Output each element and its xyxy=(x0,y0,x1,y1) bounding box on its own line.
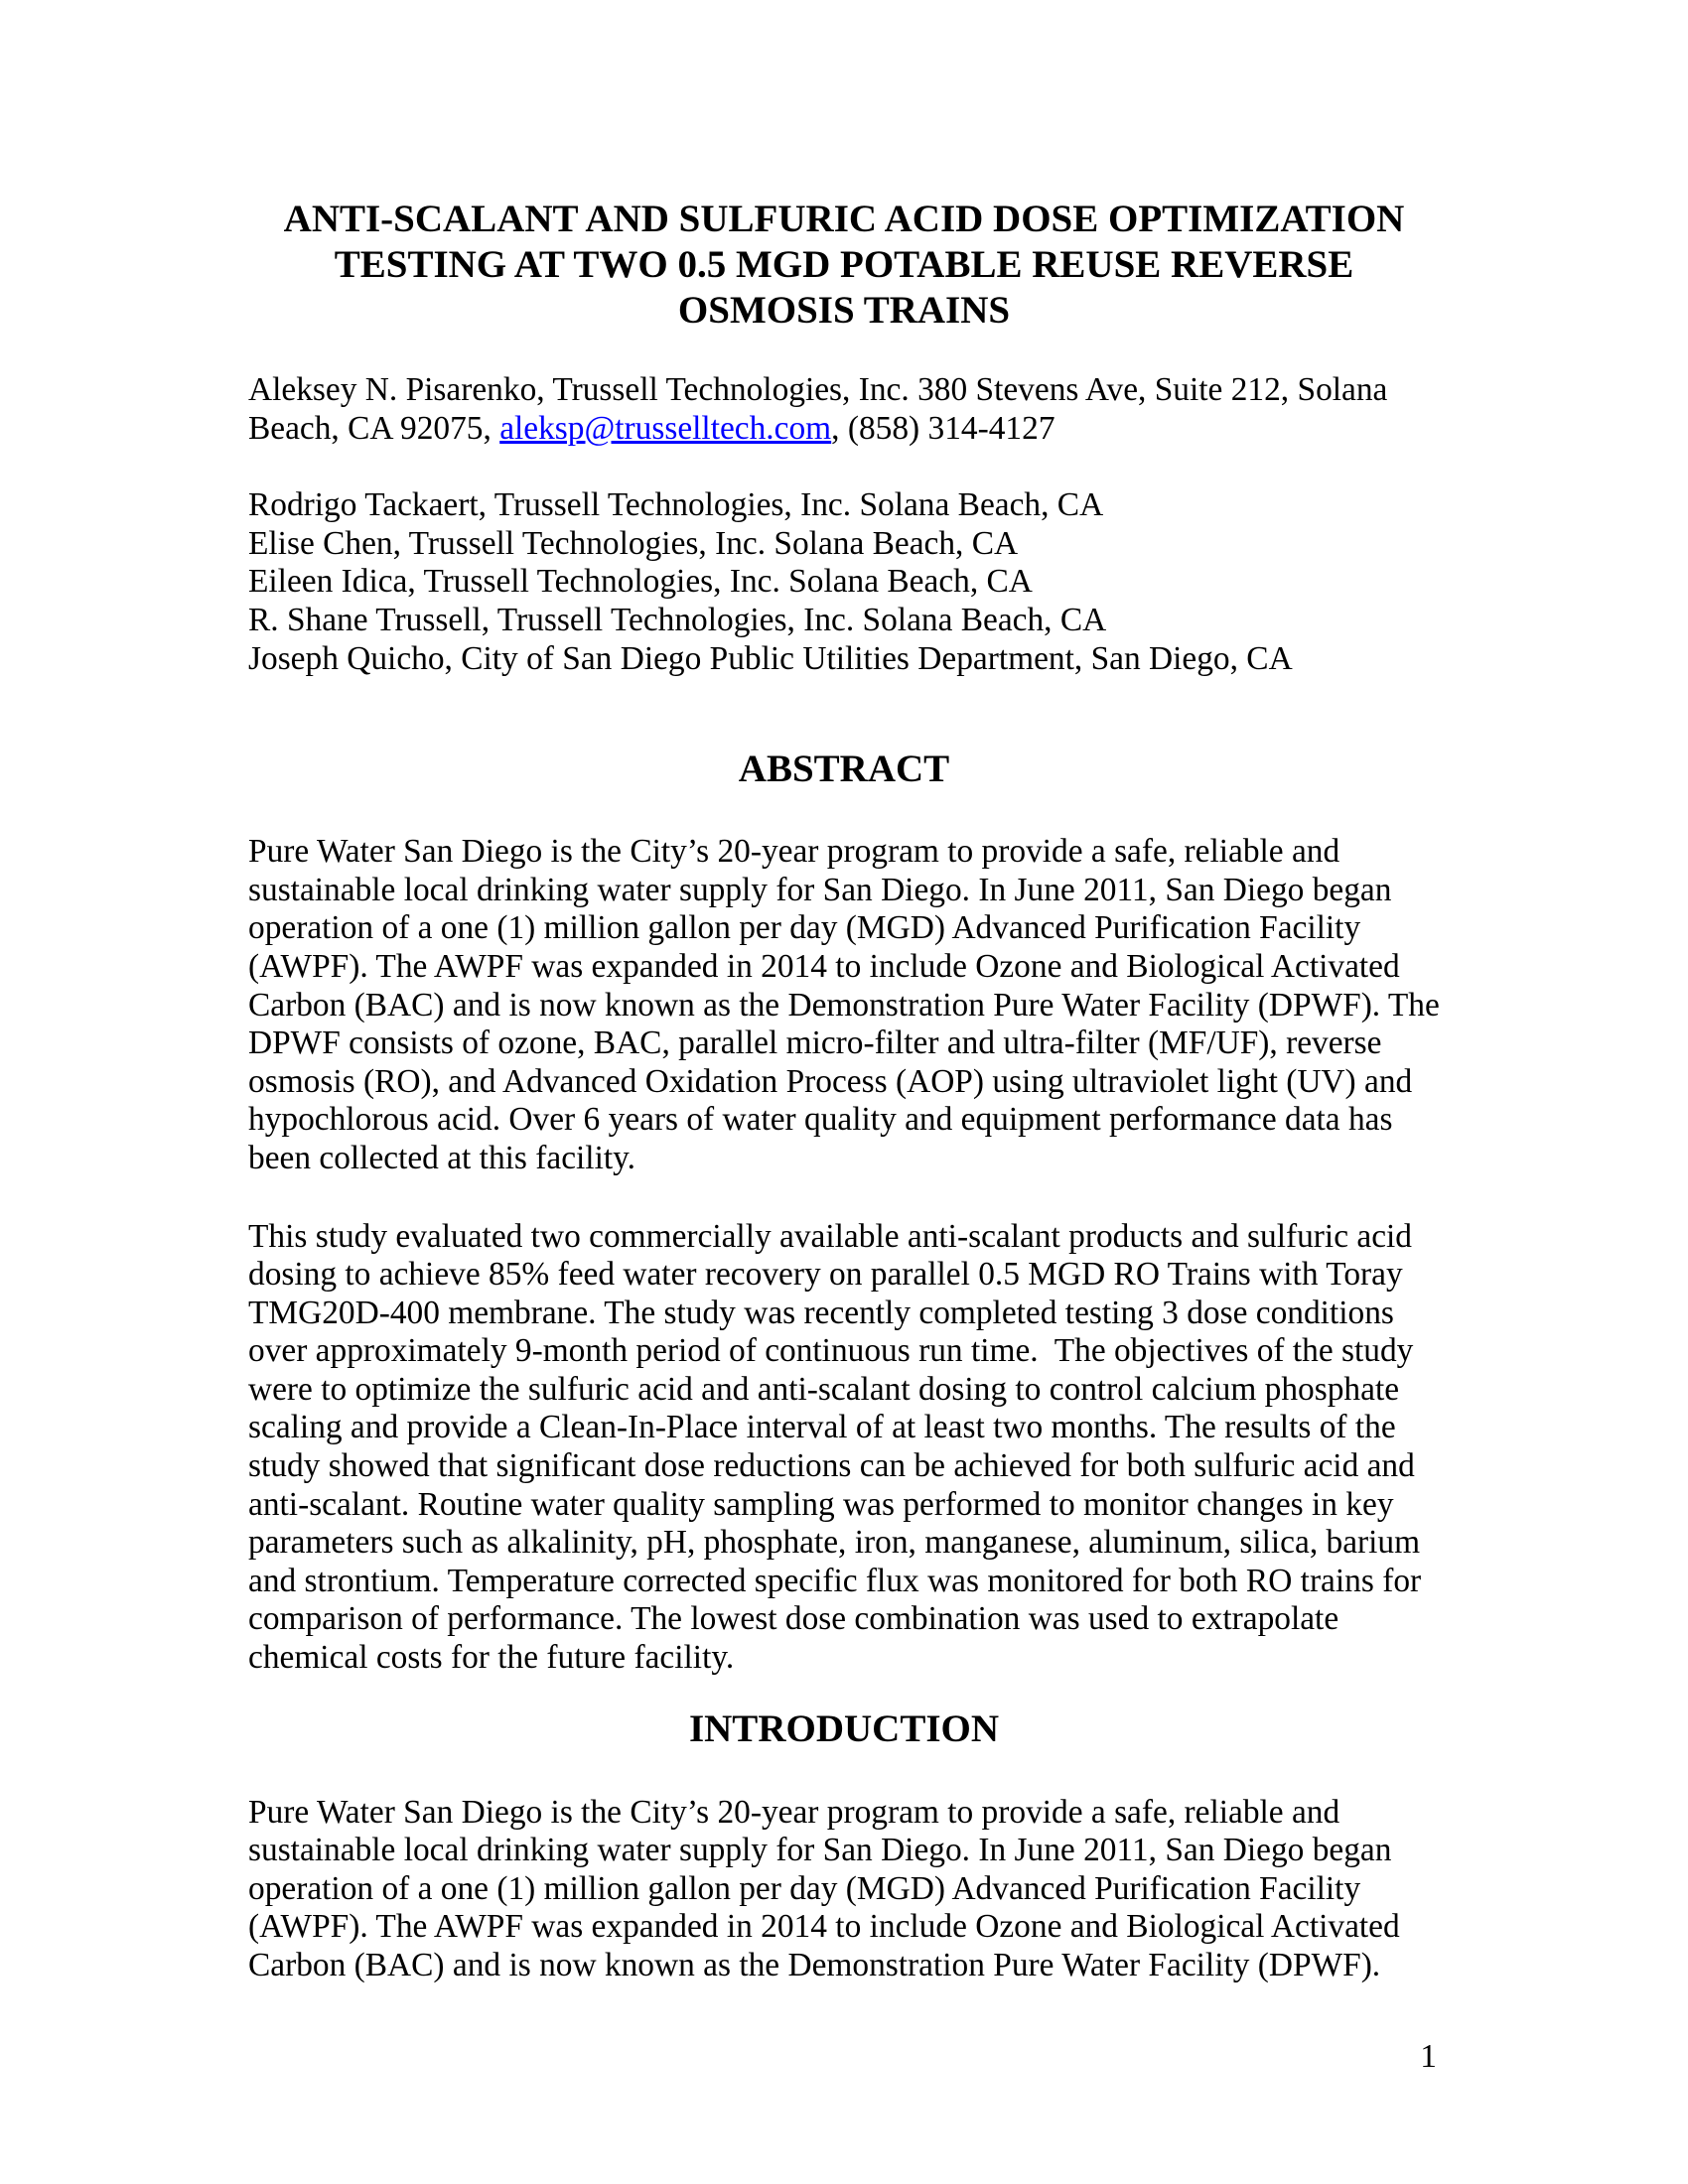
author-line: Rodrigo Tackaert, Trussell Technologies, Inc. Solana Beach, CA xyxy=(248,486,1104,524)
section-heading-introduction: INTRODUCTION xyxy=(688,1706,1000,1750)
introduction-paragraph-1: Pure Water San Diego is the City’s 20-year program to provide a safe, reliable and sustainable local drinking water supply for San Diego. In June 2011, San Diego began operation of a one (1) million gallon per day (MGD) Advanced Purification Facility (AWPF). The AWPF was expanded in 2014 to include Ozone and Biological Activated Carbon (BAC) and is now known as the Demonstration Pure Water Facility (DPWF). xyxy=(248,1793,1409,1983)
paper-title-line-3: OSMOSIS TRAINS xyxy=(677,289,1011,332)
page-number: 1 xyxy=(1420,2038,1437,2075)
paper-title xyxy=(248,197,1440,334)
author-line: R. Shane Trussell, Trussell Technologies, Inc. Solana Beach, CA xyxy=(248,601,1107,638)
abstract-paragraph-1: Pure Water San Diego is the City’s 20-year program to provide a safe, reliable and sustainable local drinking water supply for San Diego. In June 2011, San Diego began operation of a one (1) million gallon per day (MGD) Advanced Purification Facility (AWPF). The AWPF was expanded in 2014 to include Ozone and Biological Activated Carbon (BAC) and is now known as the Demonstration Pure Water Facility (DPWF). The DPWF consists of ozone, BAC, parallel micro-filter and ultra-filter (MF/UF), reverse osmosis (RO), and Advanced Oxidation Process (AOP) using ultraviolet light (UV) and hypochlorous acid. Over 6 years of water quality and equipment performance data has been collected at this facility. xyxy=(248,833,1449,1176)
author-primary-phone: , (858) 314-4127 xyxy=(831,409,1055,447)
paper-title-line-1: ANTI-SCALANT AND SULFURIC ACID DOSE OPTIMIZATION xyxy=(283,198,1405,240)
author-line: Joseph Quicho, City of San Diego Public Utilities Department, San Diego, CA xyxy=(248,639,1293,677)
section-heading-abstract: ABSTRACT xyxy=(738,748,950,791)
paper-title-line-2: TESTING AT TWO 0.5 MGD POTABLE REUSE REVERSE xyxy=(334,243,1354,286)
author-email-link[interactable]: aleksp@trusselltech.com xyxy=(499,409,832,447)
author-line: Eileen Idica, Trussell Technologies, Inc. Solana Beach, CA xyxy=(248,563,1033,601)
author-list xyxy=(248,486,1440,678)
author-primary-text: Aleksey N. Pisarenko, Trussell Technologies, Inc. 380 Stevens Ave, Suite 212, Solana Beach, CA 92075, xyxy=(248,371,1396,447)
author-line: Elise Chen, Trussell Technologies, Inc. Solana Beach, CA xyxy=(248,524,1019,562)
author-primary xyxy=(248,371,1440,448)
page-content xyxy=(248,0,1449,1985)
abstract-paragraph-2: This study evaluated two commercially available anti-scalant products and sulfuric acid dosing to achieve 85% feed water recovery on parallel 0.5 MGD RO Trains with Toray TMG20D-400 membrane. The study was recently completed testing 3 dose conditions over approximately 9-month period of continuous run time. The objectives of the study were to optimize the sulfuric acid and anti-scalant dosing to control calcium phosphate scaling and provide a Clean-In-Place interval of at least two months. The results of the study showed that significant dose reductions can be achieved for both sulfuric acid and anti-scalant. Routine water quality sampling was performed to monitor changes in key parameters such as alkalinity, pH, phosphate, iron, manganese, aluminum, silica, barium and strontium. Temperature corrected specific flux was monitored for both RO trains for comparison of performance. The lowest dose combination was used to extrapolate chemical costs for the future facility. xyxy=(248,1217,1430,1677)
